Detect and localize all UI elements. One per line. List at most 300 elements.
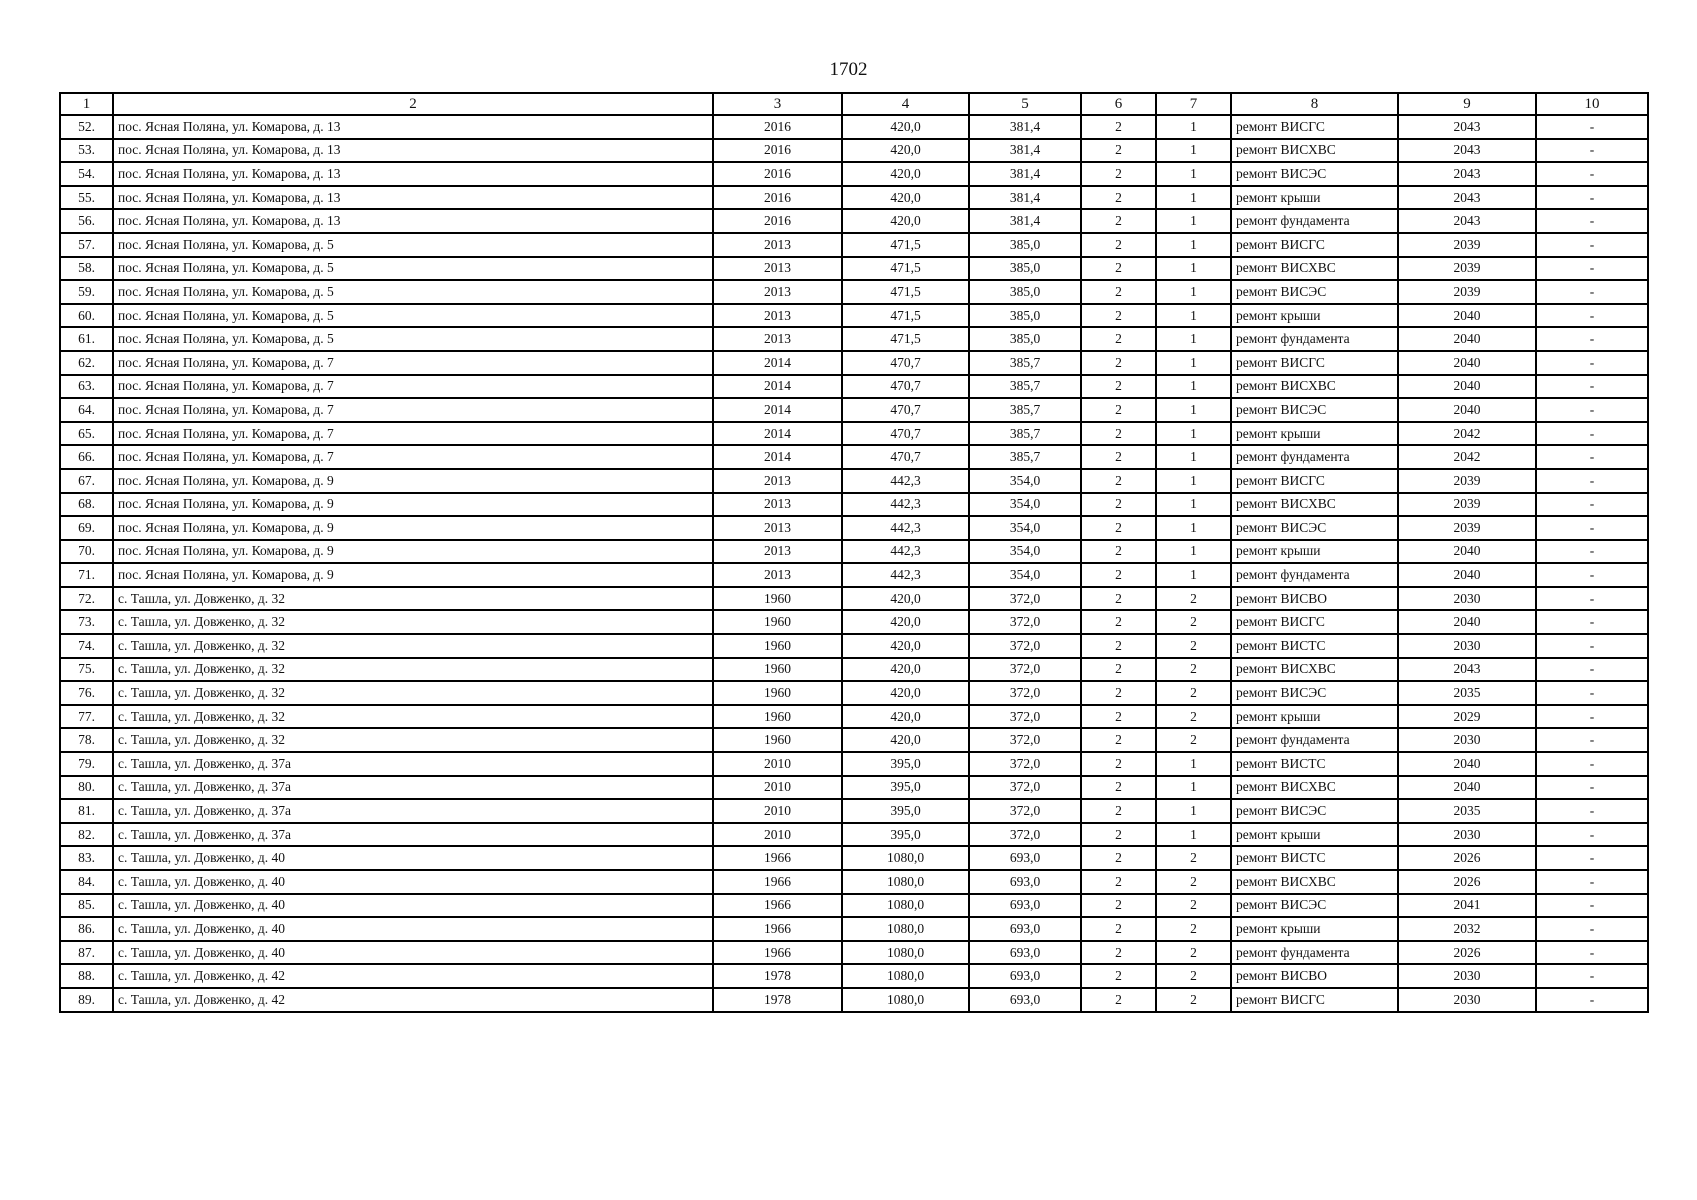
- address-cell: с. Ташла, ул. Довженко, д. 32: [113, 705, 713, 729]
- address-cell: с. Ташла, ул. Довженко, д. 42: [113, 988, 713, 1012]
- row-number-cell: 79.: [60, 752, 113, 776]
- living-area-cell: 385,7: [969, 445, 1081, 469]
- living-area-cell: 381,4: [969, 139, 1081, 163]
- table-row: [60, 728, 1648, 752]
- page-number: 1702: [829, 59, 868, 80]
- note-cell: -: [1536, 445, 1648, 469]
- work-type-cell: ремонт ВИСХВС: [1231, 870, 1398, 894]
- entrances-cell: 1: [1156, 257, 1231, 281]
- entrances-cell: 1: [1156, 398, 1231, 422]
- entrances-cell: 1: [1156, 776, 1231, 800]
- plan-year-cell: 2030: [1398, 728, 1536, 752]
- address-cell: пос. Ясная Поляна, ул. Комарова, д. 13: [113, 115, 713, 139]
- work-type-cell: ремонт ВИСГС: [1231, 351, 1398, 375]
- plan-year-cell: 2041: [1398, 894, 1536, 918]
- year-cell: 1960: [713, 634, 842, 658]
- floors-cell: 2: [1081, 469, 1156, 493]
- living-area-cell: 372,0: [969, 728, 1081, 752]
- note-cell: -: [1536, 304, 1648, 328]
- total-area-cell: 442,3: [842, 493, 969, 517]
- year-cell: 1978: [713, 988, 842, 1012]
- living-area-cell: 381,4: [969, 186, 1081, 210]
- work-type-cell: ремонт фундамента: [1231, 209, 1398, 233]
- table-row: [60, 304, 1648, 328]
- work-type-cell: ремонт фундамента: [1231, 327, 1398, 351]
- entrances-cell: 1: [1156, 516, 1231, 540]
- address-cell: пос. Ясная Поляна, ул. Комарова, д. 13: [113, 162, 713, 186]
- table-row: [60, 752, 1648, 776]
- column-header: 9: [1398, 93, 1536, 115]
- living-area-cell: 385,7: [969, 422, 1081, 446]
- floors-cell: 2: [1081, 162, 1156, 186]
- living-area-cell: 693,0: [969, 917, 1081, 941]
- work-type-cell: ремонт крыши: [1231, 304, 1398, 328]
- entrances-cell: 2: [1156, 681, 1231, 705]
- table-row: [60, 634, 1648, 658]
- work-type-cell: ремонт ВИСЭС: [1231, 398, 1398, 422]
- living-area-cell: 385,7: [969, 375, 1081, 399]
- work-type-cell: ремонт крыши: [1231, 540, 1398, 564]
- entrances-cell: 2: [1156, 705, 1231, 729]
- column-header: 2: [113, 93, 713, 115]
- floors-cell: 2: [1081, 752, 1156, 776]
- living-area-cell: 385,0: [969, 327, 1081, 351]
- table-header-row: [60, 93, 1648, 115]
- table-row: [60, 610, 1648, 634]
- table-row: [60, 823, 1648, 847]
- note-cell: -: [1536, 375, 1648, 399]
- column-header: 4: [842, 93, 969, 115]
- table-row: [60, 327, 1648, 351]
- work-type-cell: ремонт ВИСТС: [1231, 634, 1398, 658]
- row-number-cell: 61.: [60, 327, 113, 351]
- row-number-cell: 68.: [60, 493, 113, 517]
- floors-cell: 2: [1081, 658, 1156, 682]
- table-row: [60, 894, 1648, 918]
- plan-year-cell: 2035: [1398, 681, 1536, 705]
- year-cell: 2014: [713, 351, 842, 375]
- address-cell: пос. Ясная Поляна, ул. Комарова, д. 7: [113, 375, 713, 399]
- note-cell: -: [1536, 988, 1648, 1012]
- total-area-cell: 395,0: [842, 823, 969, 847]
- entrances-cell: 1: [1156, 563, 1231, 587]
- table-row: [60, 799, 1648, 823]
- address-cell: с. Ташла, ул. Довженко, д. 40: [113, 917, 713, 941]
- table-row: [60, 846, 1648, 870]
- entrances-cell: 2: [1156, 894, 1231, 918]
- table-row: [60, 658, 1648, 682]
- address-cell: пос. Ясная Поляна, ул. Комарова, д. 7: [113, 398, 713, 422]
- entrances-cell: 1: [1156, 327, 1231, 351]
- floors-cell: 2: [1081, 799, 1156, 823]
- floors-cell: 2: [1081, 988, 1156, 1012]
- table-row: [60, 445, 1648, 469]
- note-cell: -: [1536, 823, 1648, 847]
- year-cell: 2013: [713, 540, 842, 564]
- note-cell: -: [1536, 587, 1648, 611]
- entrances-cell: 2: [1156, 988, 1231, 1012]
- column-header: 8: [1231, 93, 1398, 115]
- plan-year-cell: 2039: [1398, 257, 1536, 281]
- total-area-cell: 471,5: [842, 280, 969, 304]
- work-type-cell: ремонт крыши: [1231, 917, 1398, 941]
- address-cell: с. Ташла, ул. Довженко, д. 32: [113, 658, 713, 682]
- total-area-cell: 470,7: [842, 445, 969, 469]
- year-cell: 2013: [713, 469, 842, 493]
- entrances-cell: 1: [1156, 280, 1231, 304]
- row-number-cell: 52.: [60, 115, 113, 139]
- total-area-cell: 420,0: [842, 115, 969, 139]
- row-number-cell: 64.: [60, 398, 113, 422]
- address-cell: пос. Ясная Поляна, ул. Комарова, д. 5: [113, 257, 713, 281]
- work-type-cell: ремонт ВИСГС: [1231, 115, 1398, 139]
- row-number-cell: 78.: [60, 728, 113, 752]
- living-area-cell: 354,0: [969, 563, 1081, 587]
- floors-cell: 2: [1081, 941, 1156, 965]
- work-type-cell: ремонт крыши: [1231, 823, 1398, 847]
- entrances-cell: 1: [1156, 445, 1231, 469]
- column-header: 10: [1536, 93, 1648, 115]
- note-cell: -: [1536, 469, 1648, 493]
- year-cell: 2010: [713, 799, 842, 823]
- address-cell: с. Ташла, ул. Довженко, д. 32: [113, 681, 713, 705]
- total-area-cell: 420,0: [842, 587, 969, 611]
- plan-year-cell: 2039: [1398, 233, 1536, 257]
- floors-cell: 2: [1081, 587, 1156, 611]
- plan-year-cell: 2030: [1398, 587, 1536, 611]
- year-cell: 1966: [713, 894, 842, 918]
- total-area-cell: 1080,0: [842, 964, 969, 988]
- address-cell: пос. Ясная Поляна, ул. Комарова, д. 13: [113, 186, 713, 210]
- entrances-cell: 2: [1156, 846, 1231, 870]
- table-row: [60, 917, 1648, 941]
- column-header: 1: [60, 93, 113, 115]
- living-area-cell: 354,0: [969, 469, 1081, 493]
- column-header: 3: [713, 93, 842, 115]
- table-row: [60, 115, 1648, 139]
- year-cell: 1966: [713, 941, 842, 965]
- total-area-cell: 420,0: [842, 634, 969, 658]
- plan-year-cell: 2030: [1398, 823, 1536, 847]
- plan-year-cell: 2040: [1398, 776, 1536, 800]
- year-cell: 2016: [713, 209, 842, 233]
- total-area-cell: 470,7: [842, 422, 969, 446]
- work-type-cell: ремонт крыши: [1231, 186, 1398, 210]
- address-cell: пос. Ясная Поляна, ул. Комарова, д. 9: [113, 469, 713, 493]
- plan-year-cell: 2030: [1398, 964, 1536, 988]
- row-number-cell: 55.: [60, 186, 113, 210]
- work-type-cell: ремонт фундамента: [1231, 445, 1398, 469]
- year-cell: 2014: [713, 422, 842, 446]
- note-cell: -: [1536, 139, 1648, 163]
- living-area-cell: 354,0: [969, 516, 1081, 540]
- table-row: [60, 351, 1648, 375]
- plan-year-cell: 2040: [1398, 563, 1536, 587]
- total-area-cell: 471,5: [842, 257, 969, 281]
- living-area-cell: 372,0: [969, 681, 1081, 705]
- floors-cell: 2: [1081, 563, 1156, 587]
- row-number-cell: 54.: [60, 162, 113, 186]
- row-number-cell: 71.: [60, 563, 113, 587]
- floors-cell: 2: [1081, 540, 1156, 564]
- total-area-cell: 420,0: [842, 209, 969, 233]
- year-cell: 2013: [713, 516, 842, 540]
- living-area-cell: 385,0: [969, 257, 1081, 281]
- living-area-cell: 372,0: [969, 752, 1081, 776]
- address-cell: с. Ташла, ул. Довженко, д. 40: [113, 941, 713, 965]
- table-row: [60, 233, 1648, 257]
- total-area-cell: 420,0: [842, 162, 969, 186]
- total-area-cell: 1080,0: [842, 941, 969, 965]
- entrances-cell: 2: [1156, 610, 1231, 634]
- row-number-cell: 60.: [60, 304, 113, 328]
- floors-cell: 2: [1081, 351, 1156, 375]
- note-cell: -: [1536, 398, 1648, 422]
- entrances-cell: 1: [1156, 162, 1231, 186]
- total-area-cell: 471,5: [842, 233, 969, 257]
- address-cell: с. Ташла, ул. Довженко, д. 40: [113, 894, 713, 918]
- table-row: [60, 375, 1648, 399]
- year-cell: 2016: [713, 162, 842, 186]
- plan-year-cell: 2040: [1398, 752, 1536, 776]
- entrances-cell: 1: [1156, 469, 1231, 493]
- note-cell: -: [1536, 846, 1648, 870]
- row-number-cell: 70.: [60, 540, 113, 564]
- total-area-cell: 470,7: [842, 351, 969, 375]
- floors-cell: 2: [1081, 327, 1156, 351]
- year-cell: 1960: [713, 681, 842, 705]
- living-area-cell: 354,0: [969, 540, 1081, 564]
- table-row: [60, 516, 1648, 540]
- row-number-cell: 83.: [60, 846, 113, 870]
- address-cell: пос. Ясная Поляна, ул. Комарова, д. 9: [113, 540, 713, 564]
- living-area-cell: 385,7: [969, 398, 1081, 422]
- floors-cell: 2: [1081, 870, 1156, 894]
- row-number-cell: 87.: [60, 941, 113, 965]
- total-area-cell: 420,0: [842, 658, 969, 682]
- total-area-cell: 420,0: [842, 705, 969, 729]
- work-type-cell: ремонт ВИСГС: [1231, 233, 1398, 257]
- table-row: [60, 941, 1648, 965]
- address-cell: пос. Ясная Поляна, ул. Комарова, д. 5: [113, 304, 713, 328]
- floors-cell: 2: [1081, 186, 1156, 210]
- entrances-cell: 2: [1156, 917, 1231, 941]
- living-area-cell: 693,0: [969, 846, 1081, 870]
- row-number-cell: 57.: [60, 233, 113, 257]
- plan-year-cell: 2043: [1398, 162, 1536, 186]
- floors-cell: 2: [1081, 917, 1156, 941]
- living-area-cell: 372,0: [969, 705, 1081, 729]
- row-number-cell: 59.: [60, 280, 113, 304]
- entrances-cell: 1: [1156, 540, 1231, 564]
- plan-year-cell: 2042: [1398, 422, 1536, 446]
- living-area-cell: 693,0: [969, 941, 1081, 965]
- plan-year-cell: 2042: [1398, 445, 1536, 469]
- work-type-cell: ремонт ВИСХВС: [1231, 257, 1398, 281]
- plan-year-cell: 2043: [1398, 209, 1536, 233]
- entrances-cell: 1: [1156, 493, 1231, 517]
- floors-cell: 2: [1081, 681, 1156, 705]
- year-cell: 2013: [713, 493, 842, 517]
- work-type-cell: ремонт ВИСЭС: [1231, 280, 1398, 304]
- work-type-cell: ремонт фундамента: [1231, 728, 1398, 752]
- work-type-cell: ремонт ВИСГС: [1231, 469, 1398, 493]
- row-number-cell: 65.: [60, 422, 113, 446]
- table-row: [60, 705, 1648, 729]
- entrances-cell: 1: [1156, 233, 1231, 257]
- year-cell: 2010: [713, 752, 842, 776]
- living-area-cell: 372,0: [969, 610, 1081, 634]
- living-area-cell: 372,0: [969, 776, 1081, 800]
- entrances-cell: 2: [1156, 941, 1231, 965]
- floors-cell: 2: [1081, 823, 1156, 847]
- plan-year-cell: 2026: [1398, 846, 1536, 870]
- row-number-cell: 81.: [60, 799, 113, 823]
- year-cell: 1960: [713, 658, 842, 682]
- entrances-cell: 2: [1156, 728, 1231, 752]
- year-cell: 1960: [713, 728, 842, 752]
- row-number-cell: 84.: [60, 870, 113, 894]
- entrances-cell: 1: [1156, 139, 1231, 163]
- note-cell: -: [1536, 186, 1648, 210]
- work-type-cell: ремонт ВИСВО: [1231, 964, 1398, 988]
- note-cell: -: [1536, 870, 1648, 894]
- entrances-cell: 1: [1156, 115, 1231, 139]
- address-cell: с. Ташла, ул. Довженко, д. 32: [113, 728, 713, 752]
- total-area-cell: 420,0: [842, 186, 969, 210]
- work-type-cell: ремонт ВИСЭС: [1231, 162, 1398, 186]
- entrances-cell: 1: [1156, 752, 1231, 776]
- row-number-cell: 76.: [60, 681, 113, 705]
- note-cell: -: [1536, 257, 1648, 281]
- note-cell: -: [1536, 681, 1648, 705]
- plan-year-cell: 2039: [1398, 469, 1536, 493]
- address-cell: пос. Ясная Поляна, ул. Комарова, д. 7: [113, 445, 713, 469]
- work-type-cell: ремонт ВИСЭС: [1231, 894, 1398, 918]
- total-area-cell: 420,0: [842, 681, 969, 705]
- table-row: [60, 681, 1648, 705]
- note-cell: -: [1536, 351, 1648, 375]
- living-area-cell: 372,0: [969, 658, 1081, 682]
- total-area-cell: 1080,0: [842, 988, 969, 1012]
- address-cell: с. Ташла, ул. Довженко, д. 37а: [113, 752, 713, 776]
- entrances-cell: 2: [1156, 964, 1231, 988]
- entrances-cell: 1: [1156, 304, 1231, 328]
- column-header: 5: [969, 93, 1081, 115]
- entrances-cell: 1: [1156, 186, 1231, 210]
- row-number-cell: 75.: [60, 658, 113, 682]
- living-area-cell: 693,0: [969, 964, 1081, 988]
- table-row: [60, 587, 1648, 611]
- note-cell: -: [1536, 917, 1648, 941]
- living-area-cell: 372,0: [969, 823, 1081, 847]
- table-row: [60, 493, 1648, 517]
- work-type-cell: ремонт ВИСГС: [1231, 610, 1398, 634]
- note-cell: -: [1536, 162, 1648, 186]
- note-cell: -: [1536, 209, 1648, 233]
- year-cell: 1966: [713, 846, 842, 870]
- note-cell: -: [1536, 658, 1648, 682]
- note-cell: -: [1536, 540, 1648, 564]
- year-cell: 2013: [713, 233, 842, 257]
- work-type-cell: ремонт ВИСХВС: [1231, 139, 1398, 163]
- note-cell: -: [1536, 610, 1648, 634]
- column-header: 7: [1156, 93, 1231, 115]
- plan-year-cell: 2026: [1398, 941, 1536, 965]
- year-cell: 2014: [713, 398, 842, 422]
- note-cell: -: [1536, 941, 1648, 965]
- plan-year-cell: 2026: [1398, 870, 1536, 894]
- note-cell: -: [1536, 422, 1648, 446]
- note-cell: -: [1536, 799, 1648, 823]
- year-cell: 2016: [713, 115, 842, 139]
- work-type-cell: ремонт ВИСЭС: [1231, 799, 1398, 823]
- total-area-cell: 471,5: [842, 327, 969, 351]
- row-number-cell: 62.: [60, 351, 113, 375]
- table-body: [60, 115, 1648, 1012]
- address-cell: пос. Ясная Поляна, ул. Комарова, д. 13: [113, 139, 713, 163]
- year-cell: 2013: [713, 304, 842, 328]
- year-cell: 2014: [713, 375, 842, 399]
- note-cell: -: [1536, 233, 1648, 257]
- plan-year-cell: 2040: [1398, 375, 1536, 399]
- address-cell: с. Ташла, ул. Довженко, д. 37а: [113, 776, 713, 800]
- year-cell: 2016: [713, 139, 842, 163]
- row-number-cell: 74.: [60, 634, 113, 658]
- living-area-cell: 385,7: [969, 351, 1081, 375]
- note-cell: -: [1536, 280, 1648, 304]
- year-cell: 1978: [713, 964, 842, 988]
- row-number-cell: 80.: [60, 776, 113, 800]
- plan-year-cell: 2040: [1398, 540, 1536, 564]
- work-type-cell: ремонт ВИСТС: [1231, 846, 1398, 870]
- living-area-cell: 354,0: [969, 493, 1081, 517]
- work-type-cell: ремонт ВИСЭС: [1231, 681, 1398, 705]
- total-area-cell: 1080,0: [842, 870, 969, 894]
- total-area-cell: 420,0: [842, 139, 969, 163]
- note-cell: -: [1536, 516, 1648, 540]
- floors-cell: 2: [1081, 894, 1156, 918]
- table-row: [60, 186, 1648, 210]
- entrances-cell: 1: [1156, 209, 1231, 233]
- living-area-cell: 693,0: [969, 894, 1081, 918]
- floors-cell: 2: [1081, 445, 1156, 469]
- entrances-cell: 2: [1156, 634, 1231, 658]
- year-cell: 2014: [713, 445, 842, 469]
- floors-cell: 2: [1081, 209, 1156, 233]
- address-cell: пос. Ясная Поляна, ул. Комарова, д. 5: [113, 233, 713, 257]
- row-number-cell: 56.: [60, 209, 113, 233]
- row-number-cell: 88.: [60, 964, 113, 988]
- living-area-cell: 385,0: [969, 280, 1081, 304]
- address-cell: с. Ташла, ул. Довженко, д. 32: [113, 587, 713, 611]
- address-cell: с. Ташла, ул. Довженко, д. 42: [113, 964, 713, 988]
- total-area-cell: 442,3: [842, 563, 969, 587]
- work-type-cell: ремонт ВИСЭС: [1231, 516, 1398, 540]
- table-row: [60, 257, 1648, 281]
- plan-year-cell: 2043: [1398, 658, 1536, 682]
- living-area-cell: 381,4: [969, 209, 1081, 233]
- work-type-cell: ремонт ВИСГС: [1231, 988, 1398, 1012]
- total-area-cell: 395,0: [842, 752, 969, 776]
- row-number-cell: 77.: [60, 705, 113, 729]
- work-type-cell: ремонт фундамента: [1231, 563, 1398, 587]
- note-cell: -: [1536, 493, 1648, 517]
- table-row: [60, 776, 1648, 800]
- year-cell: 1960: [713, 705, 842, 729]
- year-cell: 1966: [713, 870, 842, 894]
- floors-cell: 2: [1081, 233, 1156, 257]
